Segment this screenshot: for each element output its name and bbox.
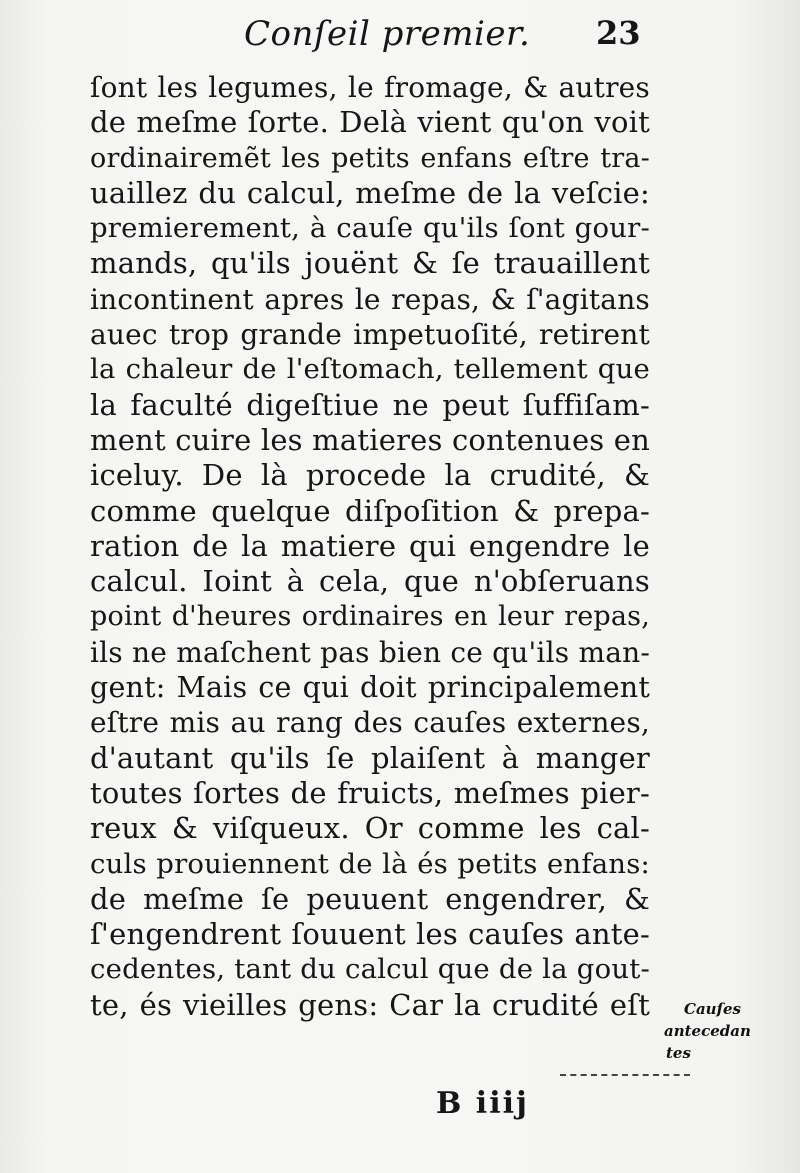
text-line: gent: Mais ce qui doit principalement <box>90 671 650 705</box>
text-line: cedentes, tant du calcul que de la gout- <box>90 953 650 986</box>
signature-mark: B iiij <box>436 1086 529 1121</box>
text-line: d'autant qu'ils ſe plaiſent à manger <box>90 740 650 775</box>
text-line: eſtre mis au rang des cauſes externes, <box>90 706 650 740</box>
text-line: ment cuire les matieres contenues en <box>90 422 651 457</box>
page-number: 23 <box>596 14 641 52</box>
text-line: auec trop grande impetuoſité, retirent <box>90 318 650 352</box>
text-line: de meſme ſorte. Delà vient qu'on voit <box>90 105 650 140</box>
text-line: ils ne maſchent pas bien ce qu'ils man- <box>90 635 650 669</box>
text-line: comme quelque diſpoſition & prepa- <box>90 493 650 528</box>
text-line: incontinent apres le repas, & ſ'agitans <box>90 282 650 316</box>
text-line: calcul. Ioint à cela, que n'obſeruans <box>90 564 650 599</box>
text-line: ration de la matiere qui engendre le <box>90 528 650 563</box>
text-line: te, és vieilles gens: Car la crudité eſt <box>90 987 650 1022</box>
body-text <box>90 70 650 1023</box>
marginal-note-line: Cauſes <box>684 1000 742 1018</box>
dashed-rule <box>560 1074 690 1076</box>
text-line: ſont les legumes, le fromage, & autres <box>90 71 650 104</box>
text-line: de meſme ſe peuuent engendrer, & <box>90 881 650 916</box>
marginal-note-line: tes <box>666 1044 691 1062</box>
text-line: ſ'engendrent ſouuent les cauſes ante- <box>90 917 650 952</box>
marginal-note <box>662 998 762 1064</box>
text-line: la faculté digeſtiue ne peut ſuffiſam- <box>90 387 650 422</box>
text-line: point d'heures ordinaires en leur repas, <box>90 601 650 633</box>
text-line: iceluy. De là procede la crudité, & <box>90 458 650 493</box>
marginal-note-line: antecedan <box>664 1022 751 1040</box>
text-line: mands, qu'ils jouënt & ſe trauaillent <box>90 246 650 281</box>
text-line: premierement, à cauſe qu'ils ſont gour- <box>90 212 650 245</box>
text-line: reux & viſqueux. Or comme les cal- <box>90 811 650 846</box>
text-line: uaillez du calcul, meſme de la veſcie: <box>90 175 650 210</box>
text-line: la chaleur de l'eſtomach, tellement que <box>90 353 650 386</box>
text-line: toutes ſortes de fruicts, meſmes pier- <box>90 775 650 810</box>
text-line: culs prouiennent de là és petits enfans: <box>90 847 650 880</box>
text-line: ordinairemẽt les petits enfans eſtre tra- <box>90 142 650 174</box>
running-head: Conſeil premier. <box>244 14 531 54</box>
